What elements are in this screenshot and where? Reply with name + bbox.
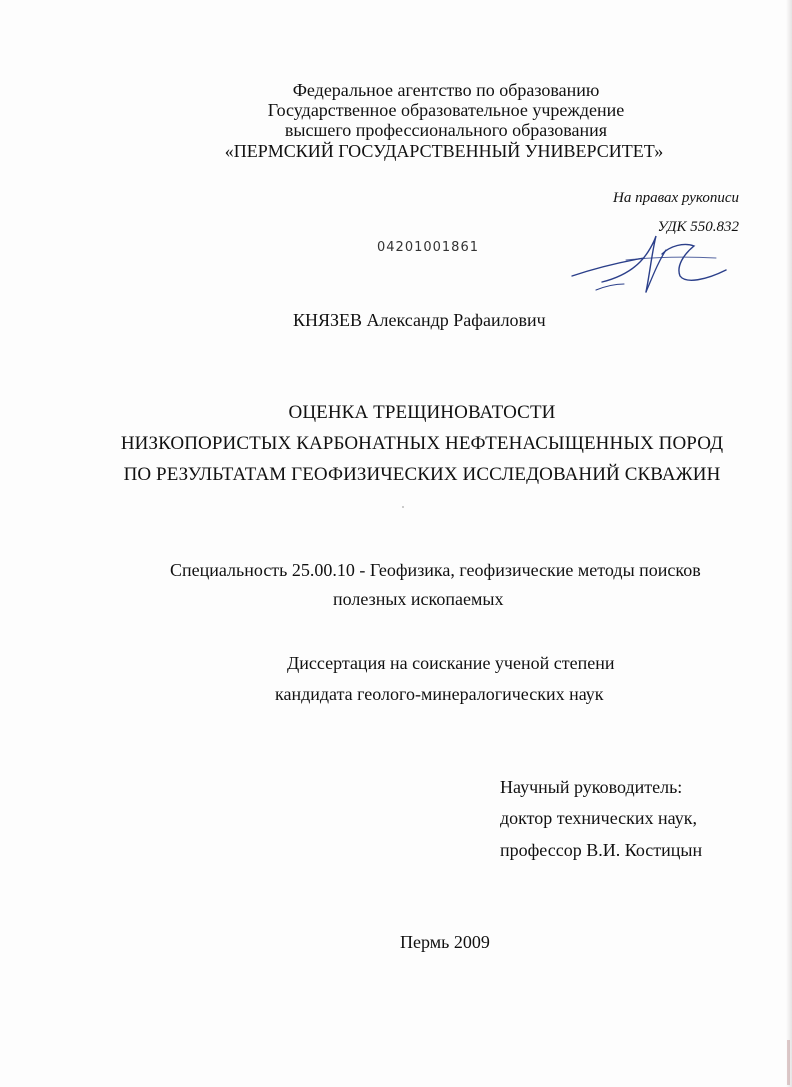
thesis-title-line-2: НИЗКОПОРИСТЫХ КАРБОНАТНЫХ НЕФТЕНАСЫЩЕННЫХ ПОРОД: [120, 433, 724, 454]
thesis-title-line-1: ОЦЕНКА ТРЕЩИНОВАТОСТИ: [288, 402, 556, 423]
thesis-title-line-3: ПО РЕЗУЛЬТАТАМ ГЕОФИЗИЧЕСКИХ ИССЛЕДОВАНИЙ СКВАЖИН: [123, 464, 721, 485]
specialty-line-1: Специальность 25.00.10 - Геофизика, геофизические методы поисков: [170, 560, 701, 580]
supervisor-label: Научный руководитель:: [500, 777, 683, 797]
university-name: «ПЕРМСКИЙ ГОСУДАРСТВЕННЫЙ УНИВЕРСИТЕТ»: [224, 141, 664, 161]
specialty-line-2: полезных ископаемых: [333, 589, 504, 609]
institution-type: Государственное образовательное учреждение: [267, 100, 625, 120]
institution-level: высшего профессионального образования: [284, 120, 608, 140]
author-name: КНЯЗЕВ Александр Рафаилович: [293, 310, 546, 330]
dissertation-degree-line-2: кандидата геолого-минералогических наук: [275, 684, 604, 704]
manuscript-rights: На правах рукописи: [613, 190, 739, 206]
supervisor-name: профессор В.И. Костицын: [500, 840, 703, 860]
dissertation-degree-line-1: Диссертация на соискание ученой степени: [287, 653, 615, 673]
city-year: Пермь 2009: [400, 932, 490, 952]
handwritten-signature: [566, 232, 732, 298]
page-edge-shadow: [786, 0, 792, 1087]
udk-code: УДК 550.832: [657, 219, 739, 235]
supervisor-degree: доктор технических наук,: [500, 808, 697, 828]
registration-number: 04201001861: [377, 240, 479, 255]
page-edge-mark: [787, 1040, 790, 1085]
institution-agency: Федеральное агентство по образованию: [292, 80, 600, 100]
paper-speck: [402, 506, 404, 508]
